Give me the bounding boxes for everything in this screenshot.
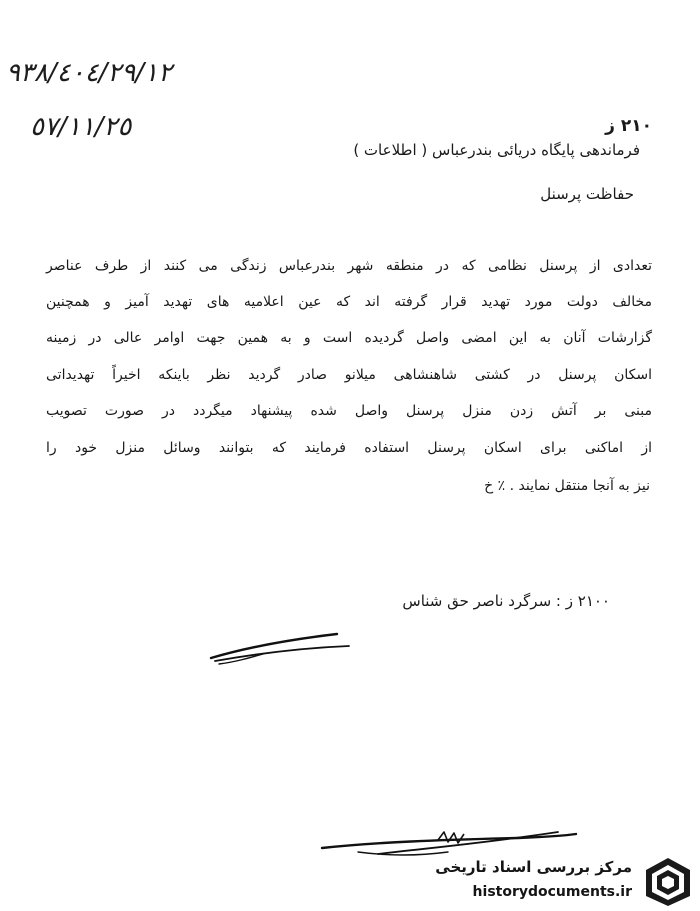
signature-line: ۲۱۰۰ ز : سرگرد ناصر حق شناس	[402, 592, 610, 610]
body-line-6: از اماکنی برای اسکان پرسنل استفاده فرمایند که بتوانند وسائل منزل خود را	[46, 440, 652, 456]
body-line-5: مبنی بر آتش زدن منزل پرسنل واصل شده پیشنهاد میگردد در صورت تصویب	[46, 403, 652, 419]
body-line-2: مخالف دولت مورد تهدید قرار گرفته اند که عین اعلامیه های تهدید آمیز و همچنین	[46, 294, 652, 310]
handwritten-reference-number: ٩٣٨/٤٠٤/٢٩/١٢	[6, 58, 172, 88]
archive-watermark	[410, 850, 700, 911]
body-line-7: نیز به آنجا منتقل نمایند . ٪ خ	[484, 478, 650, 494]
letter-subject: حفاظت پرسنل	[540, 185, 634, 203]
letter-number: ۲۱۰ ز	[605, 116, 652, 136]
archive-watermark-url: historydocuments.ir	[472, 884, 632, 900]
handwritten-date: ٥٧/١١/٢٥	[30, 112, 132, 142]
archive-watermark-title: مرکز بررسی اسناد تاریخی	[435, 858, 632, 876]
body-line-4: اسکان پرسنل در کشتی شاهنشاهی میلانو صادر گردید نظر باینکه اخیراً تهدیداتی	[46, 367, 652, 383]
handwritten-signature	[205, 628, 355, 668]
body-line-1: تعدادی از پرسنل نظامی که در منطقه شهر بندرعباس زندگی می کنند از طرف عناصر	[46, 258, 652, 274]
recipient-address: فرماندهی پایگاه دریائی بندرعباس ( اطلاعات )	[353, 141, 640, 159]
body-line-3: گزارشات آنان به این امضی واصل گردیده است و به همین جهت اوامر عالی در زمینه	[46, 330, 652, 346]
archive-book-icon	[640, 852, 696, 908]
